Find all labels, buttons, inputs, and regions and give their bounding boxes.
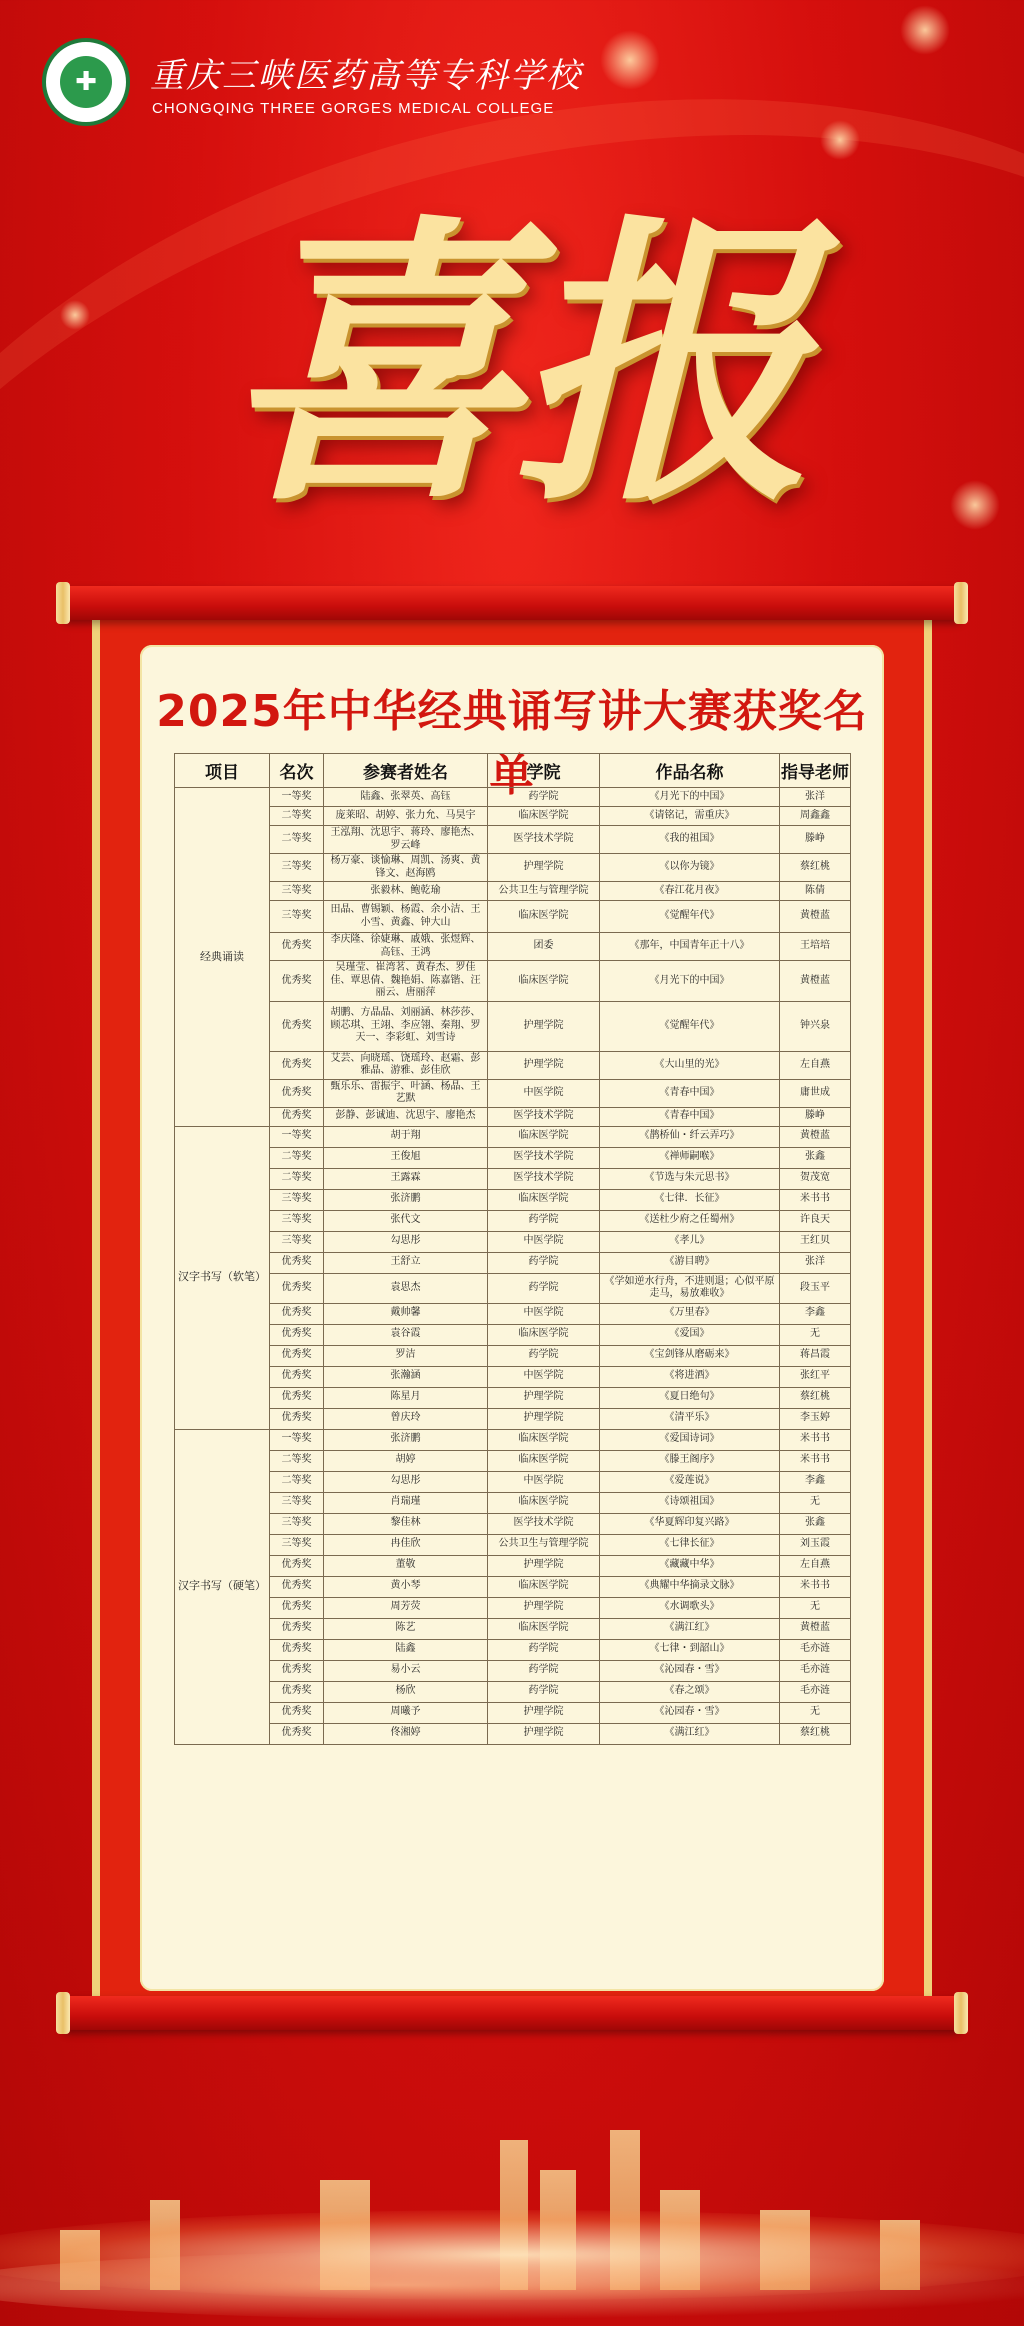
- rank-cell: 优秀奖: [270, 1408, 324, 1429]
- table-row: [175, 1723, 851, 1744]
- table-row: [175, 1210, 851, 1231]
- teacher-cell: 蔡红桃: [780, 1723, 851, 1744]
- rank-cell: 优秀奖: [270, 1252, 324, 1273]
- college-cell: 医学技术学院: [488, 1147, 600, 1168]
- college-cell: 临床医学院: [488, 1450, 600, 1471]
- college-cell: 护理学院: [488, 1555, 600, 1576]
- rod-cap-right: [954, 582, 968, 624]
- table-row: [175, 1387, 851, 1408]
- teacher-cell: 毛亦涟: [780, 1681, 851, 1702]
- table-row: [175, 1702, 851, 1723]
- rank-cell: 优秀奖: [270, 1273, 324, 1303]
- scroll-rod-bottom: [62, 1996, 962, 2030]
- names-cell: 董敬: [324, 1555, 488, 1576]
- teacher-cell: 左自燕: [780, 1555, 851, 1576]
- work-cell: 《月光下的中国》: [600, 788, 780, 807]
- header-cell: 参赛者姓名: [324, 754, 488, 788]
- work-cell: 《七律长征》: [600, 1534, 780, 1555]
- college-cell: 临床医学院: [488, 1126, 600, 1147]
- names-cell: 张瀚涵: [324, 1366, 488, 1387]
- teacher-cell: 李鑫: [780, 1471, 851, 1492]
- work-cell: 《觉醒年代》: [600, 901, 780, 933]
- college-cell: 中医学院: [488, 1366, 600, 1387]
- rank-cell: 二等奖: [270, 1168, 324, 1189]
- college-cell: 中医学院: [488, 1303, 600, 1324]
- college-cell: 药学院: [488, 1681, 600, 1702]
- bokeh-light: [900, 5, 950, 55]
- work-cell: 《爱国诗词》: [600, 1429, 780, 1450]
- teacher-cell: 张鑫: [780, 1513, 851, 1534]
- college-cell: 临床医学院: [488, 1324, 600, 1345]
- sheet-title: 2025年中华经典诵写讲大赛获奖名单: [156, 686, 868, 801]
- table-row: [175, 1324, 851, 1345]
- rank-cell: 优秀奖: [270, 1681, 324, 1702]
- names-cell: 胡鹏、方晶晶、刘丽涵、林莎莎、顾芯琪、王翊、李应翎、秦翔、罗天一、李彩虹、刘雪诗: [324, 1001, 488, 1051]
- college-cell: 药学院: [488, 1639, 600, 1660]
- teacher-cell: 无: [780, 1597, 851, 1618]
- teacher-cell: 毛亦涟: [780, 1639, 851, 1660]
- rank-cell: 二等奖: [270, 826, 324, 854]
- names-cell: 罗洁: [324, 1345, 488, 1366]
- teacher-cell: 王红贝: [780, 1231, 851, 1252]
- rank-cell: 三等奖: [270, 901, 324, 933]
- table-row: [175, 1147, 851, 1168]
- college-cell: 公共卫生与管理学院: [488, 1534, 600, 1555]
- work-cell: 《节选与朱元思书》: [600, 1168, 780, 1189]
- table-row: [175, 788, 851, 807]
- names-cell: 戴帅馨: [324, 1303, 488, 1324]
- rank-cell: 三等奖: [270, 1534, 324, 1555]
- table-row: [175, 901, 851, 933]
- work-cell: 《游目聘》: [600, 1252, 780, 1273]
- rank-cell: 三等奖: [270, 882, 324, 901]
- table-row: [175, 1429, 851, 1450]
- teacher-cell: 米书书: [780, 1450, 851, 1471]
- names-cell: 陆鑫: [324, 1639, 488, 1660]
- names-cell: 周芳荧: [324, 1597, 488, 1618]
- work-cell: 《孝儿》: [600, 1231, 780, 1252]
- college-emblem-icon: [42, 38, 130, 126]
- work-cell: 《月光下的中国》: [600, 961, 780, 1002]
- teacher-cell: 张洋: [780, 788, 851, 807]
- teacher-cell: 贺茂宽: [780, 1168, 851, 1189]
- work-cell: 《学如逆水行舟，不进则退；心似平原走马，易放难收》: [600, 1273, 780, 1303]
- names-cell: 胡婷: [324, 1450, 488, 1471]
- names-cell: 王露霖: [324, 1168, 488, 1189]
- table-header-row: [175, 754, 851, 788]
- college-cell: 护理学院: [488, 854, 600, 882]
- names-cell: 陆鑫、张翠英、高钰: [324, 788, 488, 807]
- work-cell: 《夏日绝句》: [600, 1387, 780, 1408]
- rank-cell: 二等奖: [270, 1471, 324, 1492]
- college-cell: 临床医学院: [488, 901, 600, 933]
- rank-cell: 三等奖: [270, 1492, 324, 1513]
- rank-cell: 三等奖: [270, 1210, 324, 1231]
- names-cell: 艾芸、向晓瑶、饶瑶玲、赵霜、彭雅晶、游雅、彭佳欣: [324, 1051, 488, 1079]
- names-cell: 陈星月: [324, 1387, 488, 1408]
- scroll-edge-right: [924, 620, 932, 1996]
- table-row: [175, 1513, 851, 1534]
- names-cell: 肖瑞瑾: [324, 1492, 488, 1513]
- rank-cell: 优秀奖: [270, 1639, 324, 1660]
- bokeh-light: [600, 30, 660, 90]
- teacher-cell: 毛亦涟: [780, 1660, 851, 1681]
- work-cell: 《那年，中国青年正十八》: [600, 933, 780, 961]
- teacher-cell: 陈倩: [780, 882, 851, 901]
- category-cell: 经典诵读: [175, 788, 270, 1127]
- names-cell: 冉佳欣: [324, 1534, 488, 1555]
- work-cell: 《爱莲说》: [600, 1471, 780, 1492]
- table-row: [175, 1273, 851, 1303]
- teacher-cell: 无: [780, 1702, 851, 1723]
- table-row: [175, 1168, 851, 1189]
- college-cell: 临床医学院: [488, 1189, 600, 1210]
- award-sheet: [140, 645, 884, 1991]
- work-cell: 《禅师嗣喉》: [600, 1147, 780, 1168]
- teacher-cell: 蔡红桃: [780, 854, 851, 882]
- college-cell: 医学技术学院: [488, 1107, 600, 1126]
- teacher-cell: 黄橙蓝: [780, 961, 851, 1002]
- college-cell: 医学技术学院: [488, 1168, 600, 1189]
- work-cell: 《沁园春・雪》: [600, 1702, 780, 1723]
- names-cell: 李庆隆、徐婕琳、戚娥、张煜辉、高钰、王鸿: [324, 933, 488, 961]
- college-cell: 药学院: [488, 1210, 600, 1231]
- rod-cap-left: [56, 1992, 70, 2034]
- teacher-cell: 滕峥: [780, 1107, 851, 1126]
- table-row: [175, 1252, 851, 1273]
- award-table-body: [175, 788, 851, 1745]
- college-cell: 团委: [488, 933, 600, 961]
- work-cell: 《清平乐》: [600, 1408, 780, 1429]
- header-cell: 项目: [175, 754, 270, 788]
- table-row: [175, 1126, 851, 1147]
- names-cell: 吴瑾莹、崔湾茗、黄春杰、罗佳佳、覃思倩、魏艳娟、陈嘉锴、汪丽云、唐丽萍: [324, 961, 488, 1002]
- teacher-cell: 蒋昌霞: [780, 1345, 851, 1366]
- table-row: [175, 1492, 851, 1513]
- college-cell: 临床医学院: [488, 1429, 600, 1450]
- work-cell: 《七律．长征》: [600, 1189, 780, 1210]
- teacher-cell: 李玉婷: [780, 1408, 851, 1429]
- rank-cell: 优秀奖: [270, 1079, 324, 1107]
- teacher-cell: 庸世成: [780, 1079, 851, 1107]
- light-swoosh: [0, 2250, 1024, 2320]
- rank-cell: 三等奖: [270, 1189, 324, 1210]
- rank-cell: 优秀奖: [270, 1555, 324, 1576]
- college-cell: 临床医学院: [488, 961, 600, 1002]
- table-row: [175, 933, 851, 961]
- category-cell: 汉字书写（软笔）: [175, 1126, 270, 1429]
- teacher-cell: 钟兴泉: [780, 1001, 851, 1051]
- work-cell: 《春江花月夜》: [600, 882, 780, 901]
- college-cell: 药学院: [488, 1345, 600, 1366]
- table-row: [175, 882, 851, 901]
- table-row: [175, 1471, 851, 1492]
- names-cell: 杨万豪、谈愉琳、周凯、汤爽、黄锋文、赵海鸥: [324, 854, 488, 882]
- names-cell: 黄小琴: [324, 1576, 488, 1597]
- teacher-cell: 黄橙蓝: [780, 1618, 851, 1639]
- teacher-cell: 周鑫鑫: [780, 807, 851, 826]
- table-row: [175, 1303, 851, 1324]
- scroll-edge-left: [92, 620, 100, 1996]
- table-row: [175, 1107, 851, 1126]
- rank-cell: 优秀奖: [270, 961, 324, 1002]
- header-cell: 学院: [488, 754, 600, 788]
- table-row: [175, 1079, 851, 1107]
- table-row: [175, 1408, 851, 1429]
- table-row: [175, 1534, 851, 1555]
- rank-cell: 优秀奖: [270, 1001, 324, 1051]
- teacher-cell: 滕峥: [780, 826, 851, 854]
- teacher-cell: 米书书: [780, 1189, 851, 1210]
- college-cell: 公共卫生与管理学院: [488, 882, 600, 901]
- rank-cell: 二等奖: [270, 1147, 324, 1168]
- work-cell: 《大山里的光》: [600, 1051, 780, 1079]
- college-cell: 护理学院: [488, 1597, 600, 1618]
- teacher-cell: 张红平: [780, 1366, 851, 1387]
- teacher-cell: 刘玉霞: [780, 1534, 851, 1555]
- names-cell: 庞莱昭、胡婷、张力允、马昊宇: [324, 807, 488, 826]
- teacher-cell: 张鑫: [780, 1147, 851, 1168]
- rank-cell: 优秀奖: [270, 1324, 324, 1345]
- college-cell: 护理学院: [488, 1001, 600, 1051]
- work-cell: 《藏藏中华》: [600, 1555, 780, 1576]
- rank-cell: 优秀奖: [270, 1576, 324, 1597]
- names-cell: 袁谷霞: [324, 1324, 488, 1345]
- table-row: [175, 1681, 851, 1702]
- college-cell: 临床医学院: [488, 1618, 600, 1639]
- category-cell: 汉字书写（硬笔）: [175, 1429, 270, 1744]
- college-cell: 护理学院: [488, 1408, 600, 1429]
- names-cell: 勾思彤: [324, 1231, 488, 1252]
- work-cell: 《送杜少府之任蜀州》: [600, 1210, 780, 1231]
- header-cell: 作品名称: [600, 754, 780, 788]
- headline: 喜报: [222, 188, 802, 541]
- rod-cap-right: [954, 1992, 968, 2034]
- rank-cell: 优秀奖: [270, 1618, 324, 1639]
- table-row: [175, 961, 851, 1002]
- teacher-cell: 无: [780, 1324, 851, 1345]
- college-cell: 护理学院: [488, 1723, 600, 1744]
- table-row: [175, 1366, 851, 1387]
- teacher-cell: 蔡红桃: [780, 1387, 851, 1408]
- names-cell: 曾庆玲: [324, 1408, 488, 1429]
- work-cell: 《鹊桥仙・纤云弄巧》: [600, 1126, 780, 1147]
- names-cell: 甄乐乐、雷振宇、叶涵、杨晶、王艺默: [324, 1079, 488, 1107]
- work-cell: 《青春中国》: [600, 1079, 780, 1107]
- teacher-cell: 段玉平: [780, 1273, 851, 1303]
- work-cell: 《宝剑锋从磨砺来》: [600, 1345, 780, 1366]
- table-row: [175, 1660, 851, 1681]
- teacher-cell: 米书书: [780, 1429, 851, 1450]
- college-cell: 临床医学院: [488, 1576, 600, 1597]
- award-table: [174, 753, 851, 1745]
- college-cell: 药学院: [488, 1660, 600, 1681]
- rank-cell: 二等奖: [270, 807, 324, 826]
- rank-cell: 优秀奖: [270, 1345, 324, 1366]
- names-cell: 王泓翔、沈思宇、蒋玲、廖艳杰、罗云峰: [324, 826, 488, 854]
- names-cell: 佟湘婷: [324, 1723, 488, 1744]
- header-cell: 名次: [270, 754, 324, 788]
- college-cell: 中医学院: [488, 1231, 600, 1252]
- rank-cell: 优秀奖: [270, 1723, 324, 1744]
- college-cell: 中医学院: [488, 1471, 600, 1492]
- rank-cell: 三等奖: [270, 854, 324, 882]
- table-row: [175, 1231, 851, 1252]
- work-cell: 《我的祖国》: [600, 826, 780, 854]
- table-row: [175, 826, 851, 854]
- names-cell: 杨欣: [324, 1681, 488, 1702]
- college-cell: 药学院: [488, 788, 600, 807]
- work-cell: 《万里春》: [600, 1303, 780, 1324]
- college-cell: 医学技术学院: [488, 826, 600, 854]
- table-row: [175, 1555, 851, 1576]
- names-cell: 王舒立: [324, 1252, 488, 1273]
- college-name-cn: 重庆三峡医药高等专科学校: [150, 56, 582, 96]
- college-cell: 临床医学院: [488, 1492, 600, 1513]
- work-cell: 《诗颂祖国》: [600, 1492, 780, 1513]
- rank-cell: 二等奖: [270, 1450, 324, 1471]
- rank-cell: 优秀奖: [270, 1107, 324, 1126]
- work-cell: 《青春中国》: [600, 1107, 780, 1126]
- work-cell: 《七律・到韶山》: [600, 1639, 780, 1660]
- names-cell: 易小云: [324, 1660, 488, 1681]
- college-cell: 医学技术学院: [488, 1513, 600, 1534]
- names-cell: 黎佳林: [324, 1513, 488, 1534]
- rod-cap-left: [56, 582, 70, 624]
- work-cell: 《将进酒》: [600, 1366, 780, 1387]
- college-cell: 中医学院: [488, 1079, 600, 1107]
- names-cell: 张毅林、鲍乾瑜: [324, 882, 488, 901]
- rank-cell: 优秀奖: [270, 1303, 324, 1324]
- table-row: [175, 1618, 851, 1639]
- teacher-cell: 无: [780, 1492, 851, 1513]
- college-name-en: CHONGQING THREE GORGES MEDICAL COLLEGE: [152, 100, 555, 117]
- names-cell: 周曦予: [324, 1702, 488, 1723]
- names-cell: 陈艺: [324, 1618, 488, 1639]
- teacher-cell: 张洋: [780, 1252, 851, 1273]
- teacher-cell: 黄橙蓝: [780, 1126, 851, 1147]
- work-cell: 《春之颂》: [600, 1681, 780, 1702]
- rank-cell: 优秀奖: [270, 1597, 324, 1618]
- table-row: [175, 1576, 851, 1597]
- rank-cell: 三等奖: [270, 1231, 324, 1252]
- names-cell: 彭静、彭诚迪、沈思宇、廖艳杰: [324, 1107, 488, 1126]
- table-row: [175, 854, 851, 882]
- rank-cell: 优秀奖: [270, 1660, 324, 1681]
- work-cell: 《沁园春・雪》: [600, 1660, 780, 1681]
- table-row: [175, 1639, 851, 1660]
- table-row: [175, 1189, 851, 1210]
- work-cell: 《请铭记，需重庆》: [600, 807, 780, 826]
- teacher-cell: 李鑫: [780, 1303, 851, 1324]
- names-cell: 田晶、曹锡颖、杨霞、余小洁、王小雪、黄鑫、钟大山: [324, 901, 488, 933]
- work-cell: 《觉醒年代》: [600, 1001, 780, 1051]
- college-cell: 临床医学院: [488, 807, 600, 826]
- names-cell: 勾思彤: [324, 1471, 488, 1492]
- teacher-cell: 王培培: [780, 933, 851, 961]
- table-row: [175, 1597, 851, 1618]
- names-cell: 张代文: [324, 1210, 488, 1231]
- work-cell: 《以你为镜》: [600, 854, 780, 882]
- rank-cell: 一等奖: [270, 1126, 324, 1147]
- scroll-rod-top: [62, 586, 962, 620]
- names-cell: 袁思杰: [324, 1273, 488, 1303]
- rank-cell: 优秀奖: [270, 1051, 324, 1079]
- rank-cell: 一等奖: [270, 788, 324, 807]
- work-cell: 《典耀中华摘录文脉》: [600, 1576, 780, 1597]
- work-cell: 《爱国》: [600, 1324, 780, 1345]
- teacher-cell: 米书书: [780, 1576, 851, 1597]
- table-row: [175, 1450, 851, 1471]
- table-row: [175, 1051, 851, 1079]
- work-cell: 《满江红》: [600, 1618, 780, 1639]
- rank-cell: 三等奖: [270, 1513, 324, 1534]
- table-row: [175, 1001, 851, 1051]
- rank-cell: 优秀奖: [270, 1387, 324, 1408]
- teacher-cell: 左自燕: [780, 1051, 851, 1079]
- work-cell: 《水调歌头》: [600, 1597, 780, 1618]
- college-cell: 护理学院: [488, 1387, 600, 1408]
- table-row: [175, 1345, 851, 1366]
- rank-cell: 优秀奖: [270, 1366, 324, 1387]
- teacher-cell: 黄橙蓝: [780, 901, 851, 933]
- table-row: [175, 807, 851, 826]
- rank-cell: 一等奖: [270, 1429, 324, 1450]
- emblem-cross-icon: ✚: [60, 56, 112, 108]
- college-cell: 护理学院: [488, 1051, 600, 1079]
- header-cell: 指导老师: [780, 754, 851, 788]
- teacher-cell: 许良天: [780, 1210, 851, 1231]
- names-cell: 张济鹏: [324, 1429, 488, 1450]
- rank-cell: 优秀奖: [270, 1702, 324, 1723]
- work-cell: 《华夏辉印复兴路》: [600, 1513, 780, 1534]
- work-cell: 《滕王阁序》: [600, 1450, 780, 1471]
- names-cell: 张济鹏: [324, 1189, 488, 1210]
- work-cell: 《满江红》: [600, 1723, 780, 1744]
- rank-cell: 优秀奖: [270, 933, 324, 961]
- college-cell: 药学院: [488, 1273, 600, 1303]
- college-cell: 药学院: [488, 1252, 600, 1273]
- names-cell: 王俊旭: [324, 1147, 488, 1168]
- names-cell: 胡于翔: [324, 1126, 488, 1147]
- college-cell: 护理学院: [488, 1702, 600, 1723]
